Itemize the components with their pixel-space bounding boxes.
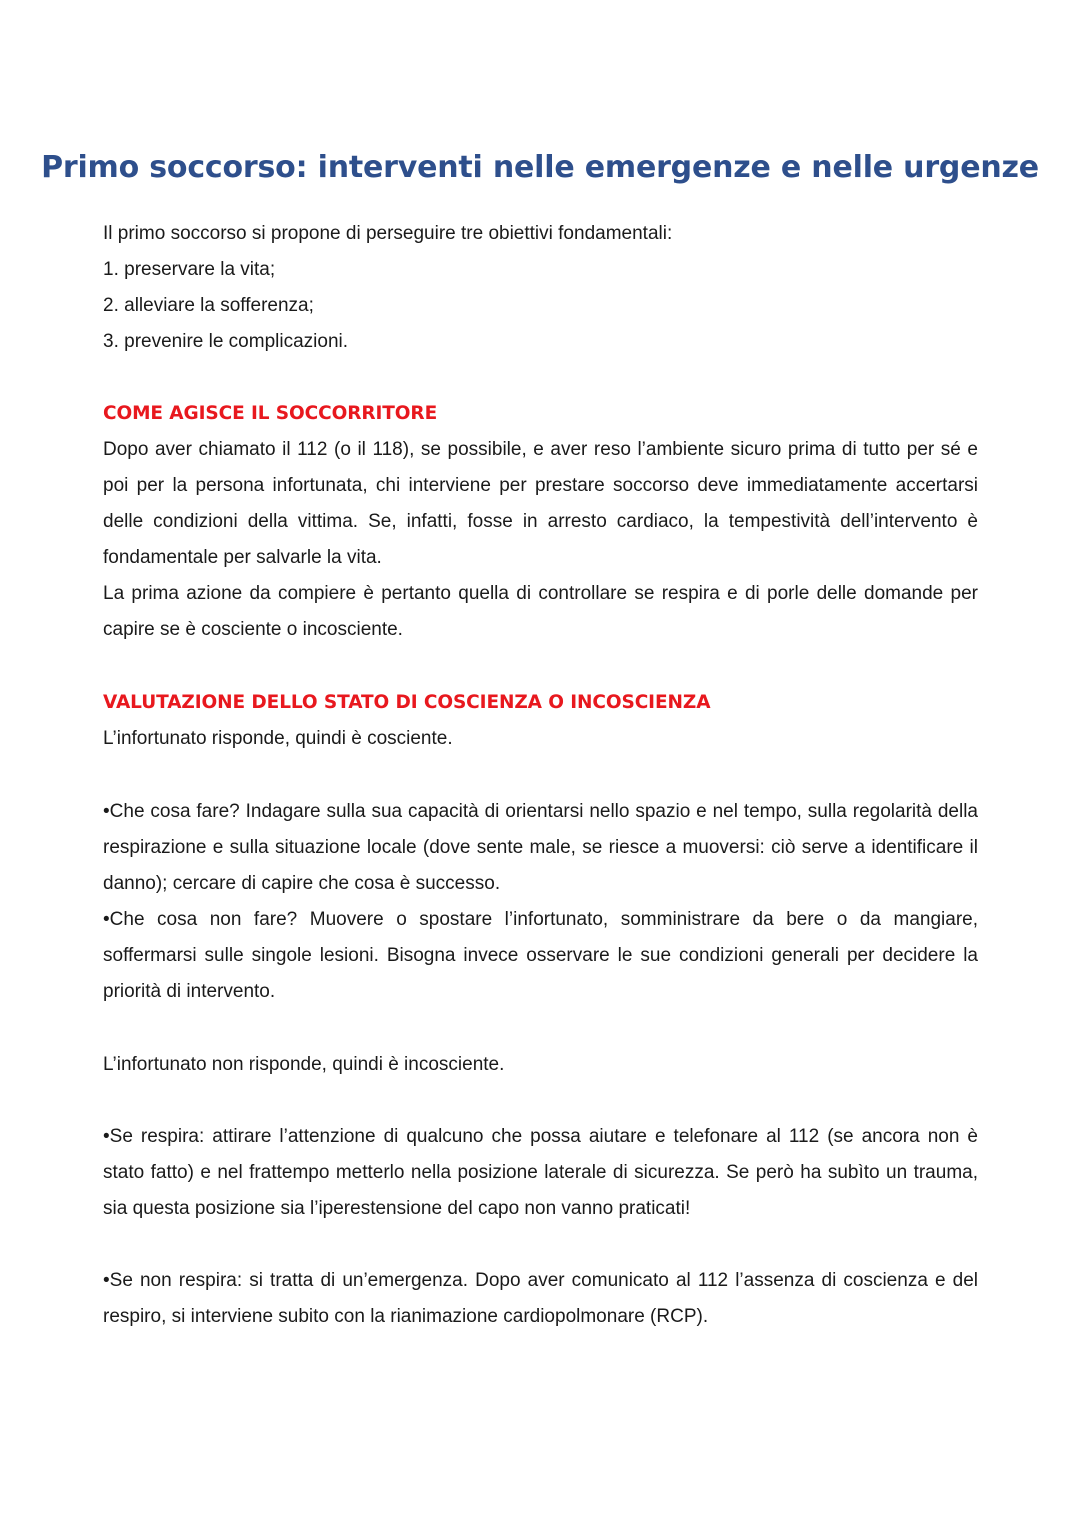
- intro-lead: Il primo soccorso si propone di perseguire tre obiettivi fondamentali:: [103, 223, 673, 244]
- conscious-do-paragraph: •Che cosa fare? Indagare sulla sua capacità di orientarsi nello spazio e nel tempo, sulla regolarità della respirazione e sulla situazione locale (dove sente male, se riesce a muoversi: ciò serve a identificare il danno); cercare di capire che cosa è successo.: [103, 801, 978, 894]
- section-heading-rescuer: COME AGISCE IL SOCCORRITORE: [103, 403, 438, 424]
- rescuer-paragraph: La prima azione da compiere è pertanto quella di controllare se respira e di porle delle domande per capire se è cosciente o incosciente.: [103, 583, 978, 640]
- page-title: Primo soccorso: interventi nelle emergenze e nelle urgenze: [41, 150, 1039, 185]
- objective-item: 1. preservare la vita;: [103, 259, 276, 280]
- objective-item: 3. prevenire le complicazioni.: [103, 331, 349, 352]
- not-breathing-block: [103, 1263, 978, 1335]
- breathing-block: [103, 1119, 978, 1227]
- conscious-actions: [103, 794, 978, 1010]
- conscious-dont-paragraph: •Che cosa non fare? Muovere o spostare l’infortunato, somministrare da bere o da mangiare, soffermarsi sulle singole lesioni. Bisogna invece osservare le sue condizioni generali per decidere la priorità di intervento.: [103, 909, 978, 1002]
- intro-section: [103, 216, 978, 360]
- evaluation-section: [103, 685, 978, 757]
- conscious-intro: L’infortunato risponde, quindi è cosciente.: [103, 728, 453, 749]
- unconscious-intro-block: [103, 1047, 978, 1083]
- objective-item: 2. alleviare la sofferenza;: [103, 295, 314, 316]
- breathing-paragraph: •Se respira: attirare l’attenzione di qualcuno che possa aiutare e telefonare al 112 (se ancora non è stato fatto) e nel frattempo metterlo nella posizione laterale di sicurezza. Se però ha subìto un trauma, sia questa posizione sia l’iperestensione del capo non vanno praticati!: [103, 1126, 978, 1219]
- section-heading-evaluation: VALUTAZIONE DELLO STATO DI COSCIENZA O INCOSCIENZA: [103, 692, 711, 713]
- rescuer-section: [103, 396, 978, 648]
- not-breathing-paragraph: •Se non respira: si tratta di un’emergenza. Dopo aver comunicato al 112 l’assenza di coscienza e del respiro, si interviene subito con la rianimazione cardiopolmonare (RCP).: [103, 1270, 978, 1327]
- unconscious-intro: L’infortunato non risponde, quindi è incosciente.: [103, 1054, 505, 1075]
- rescuer-paragraph: Dopo aver chiamato il 112 (o il 118), se possibile, e aver reso l’ambiente sicuro prima di tutto per sé e poi per la persona infortunata, chi interviene per prestare soccorso deve immediatamente accertarsi delle condizioni della vittima. Se, infatti, fosse in arresto cardiaco, la tempestività dell’intervento è fondamentale per salvarle la vita.: [103, 439, 978, 568]
